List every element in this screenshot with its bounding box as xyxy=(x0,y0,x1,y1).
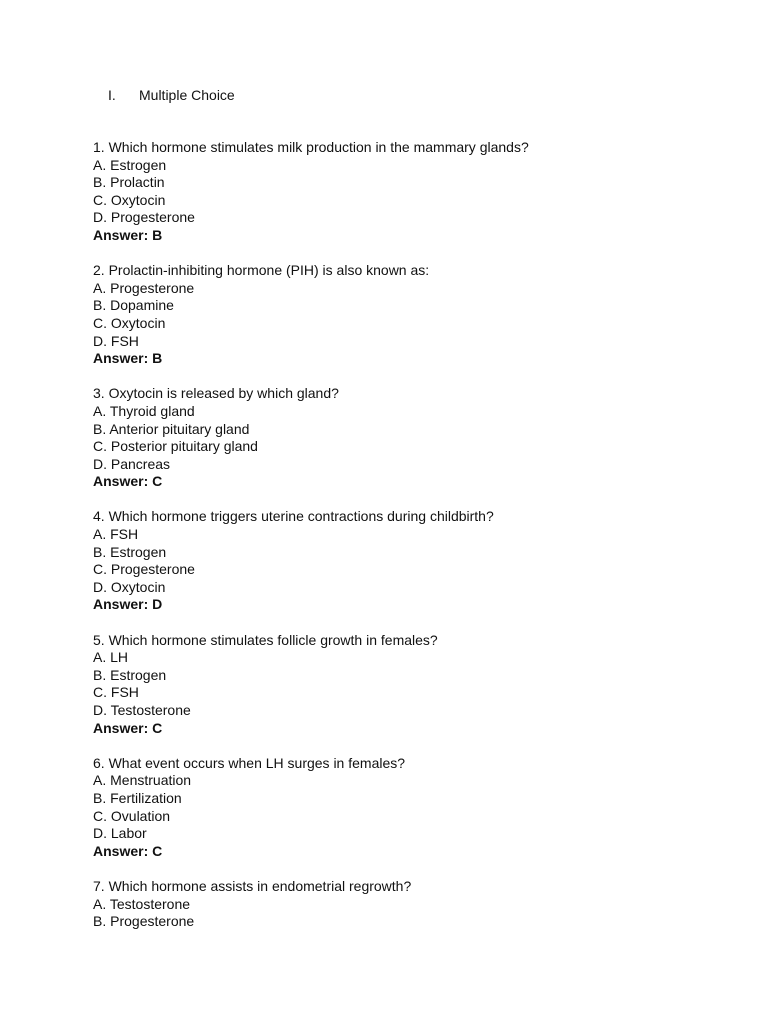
answer-key: Answer: C xyxy=(93,473,163,490)
question-list xyxy=(93,139,713,948)
answer-option: A. LH xyxy=(93,649,129,666)
answer-option: B. Dopamine xyxy=(93,297,174,314)
answer-key: Answer: B xyxy=(93,350,163,367)
question-text: 4. Which hormone triggers uterine contractions during childbirth? xyxy=(93,508,494,525)
answer-option: D. FSH xyxy=(93,332,139,349)
question-text: 3. Oxytocin is released by which gland? xyxy=(93,385,339,402)
answer-key: Answer: B xyxy=(93,226,163,243)
question-block xyxy=(93,755,713,861)
question-block xyxy=(93,878,713,931)
answer-option: D. Testosterone xyxy=(93,702,191,718)
answer-key: Answer: C xyxy=(93,719,163,736)
question-text: 6. What event occurs when LH surges in females? xyxy=(93,754,406,771)
question-block xyxy=(93,139,713,245)
answer-option: A. Progesterone xyxy=(93,279,195,296)
answer-key: Answer: C xyxy=(93,842,163,859)
question-text: 2. Prolactin-inhibiting hormone (PIH) is also known as: xyxy=(93,262,430,279)
answer-option: B. Estrogen xyxy=(93,666,167,683)
answer-option: C. Posterior pituitary gland xyxy=(93,438,258,455)
answer-option: A. FSH xyxy=(93,526,139,543)
answer-option: A. Testosterone xyxy=(93,895,191,912)
answer-option: D. Labor xyxy=(93,825,147,842)
answer-option: B. Estrogen xyxy=(93,543,167,560)
question-text: 7. Which hormone assists in endometrial regrowth? xyxy=(93,877,412,894)
answer-option: C. FSH xyxy=(93,684,139,701)
answer-option: A. Estrogen xyxy=(93,156,167,173)
answer-option: C. Progesterone xyxy=(93,561,195,578)
section-title: Multiple Choice xyxy=(139,87,235,103)
answer-option: A. Menstruation xyxy=(93,772,192,789)
answer-option: B. Anterior pituitary gland xyxy=(93,420,250,437)
question-block xyxy=(93,508,713,614)
answer-option: D. Oxytocin xyxy=(93,578,166,595)
section-heading xyxy=(108,87,235,105)
section-number: I. xyxy=(108,87,116,103)
answer-option: C. Ovulation xyxy=(93,807,171,824)
answer-option: D. Pancreas xyxy=(93,455,171,472)
answer-option: C. Oxytocin xyxy=(93,314,166,331)
answer-option: D. Progesterone xyxy=(93,209,195,226)
answer-option: B. Progesterone xyxy=(93,913,195,930)
question-block xyxy=(93,385,713,491)
answer-option: A. Thyroid gland xyxy=(93,402,195,419)
question-block xyxy=(93,632,713,738)
question-block xyxy=(93,262,713,368)
question-text: 5. Which hormone stimulates follicle growth in females? xyxy=(93,631,438,648)
answer-key: Answer: D xyxy=(93,596,163,613)
answer-option: B. Fertilization xyxy=(93,789,182,806)
answer-option: B. Prolactin xyxy=(93,174,165,191)
answer-option: C. Oxytocin xyxy=(93,191,166,208)
question-text: 1. Which hormone stimulates milk production in the mammary glands? xyxy=(93,139,529,155)
